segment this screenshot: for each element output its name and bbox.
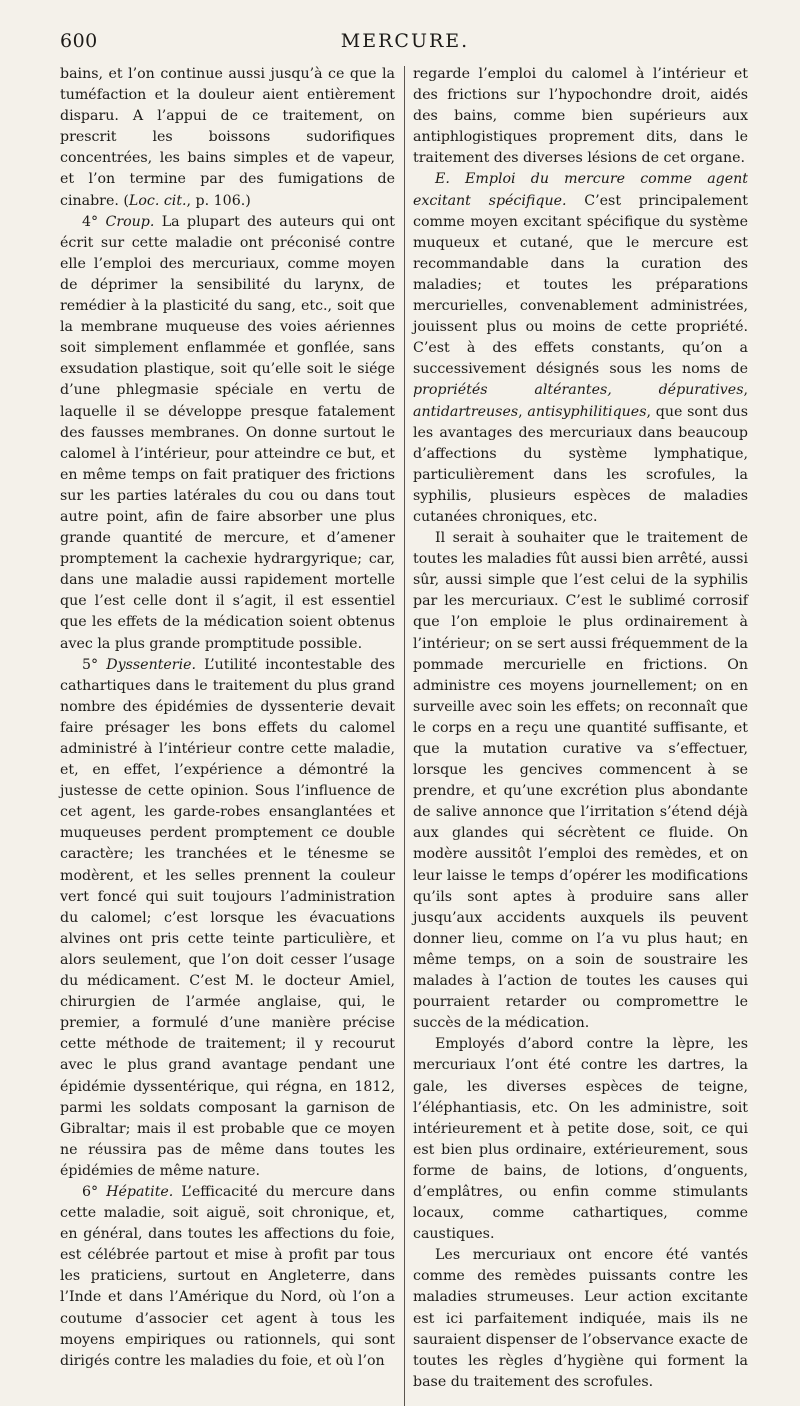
text-run: , que sont dus les avantages des mercuriaux dans beaucoup d’affections du système lymphatique, particulièrement dans les scrofules, la syphilis, plusieurs espèces de maladies cutanées chroniques, etc. — [413, 403, 748, 525]
italic-run: antisyphilitiques — [527, 403, 647, 420]
text-run: L’efficacité du mercure dans cette maladie, soit aiguë, soit chronique, et, en général, dans toutes les affections du foie, est célébrée partout et mise à profit par tous les praticiens, surtout en Angleterre, dans l’Inde et dans l’Amérique du Nord, où l’on a coutume d’associer cet agent à tous les moyens empiriques ou rationnels, qui sont dirigés contre les maladies du foie, et où l’on — [60, 1183, 395, 1369]
text-run: , — [518, 403, 528, 420]
paragraph — [413, 1034, 748, 1245]
paragraph — [413, 64, 748, 169]
text-run: Les mercuriaux ont encore été vantés comme des remèdes puissants contre les maladies strumeuses. Leur action excitante est ici parfaitement indiquée, mais ils ne sauraient dispenser de l’observance exacte de toutes les règles d’hygiène qui forment la base du traitement des scrofules. — [413, 1247, 748, 1390]
paragraph — [60, 64, 395, 212]
text-run: , — [743, 382, 748, 399]
text-run: L’utilité incontestable des cathartiques dans le traitement du plus grand nombre des épidémies de dyssenterie devait faire présager les bons effets du calomel administré à l’intérieur contre cette maladie, et, en effet, l’expérience a démontré la justesse de cette opinion. Sous l’influence de cet agent, les garde-robes ensanglantées et muqueuses perdent promptement ce double caractère; les tranchées et le ténesme se modèrent, et les selles prennent la couleur vert foncé qui suit toujours l’administration du calomel; c’est lorsque les évacuations alvines ont pris cette teinte particulière, et alors seulement, que l’on doit cesser l’usage du médicament. C’est M. le docteur Amiel, chirurgien de l’armée anglaise, qui, le premier, a formulé d’une manière précise cette méthode de traitement; il y recourut avec le plus grand avantage pendant une épidémie dyssentérique, qui régna, en 1812, parmi les soldats composant la garnison de Gibraltar; mais il est probable que ce moyen ne réussira pas de même dans toutes les épidémies de même nature. — [60, 656, 395, 1179]
text-run: , p. 106.) — [186, 192, 251, 209]
page-number: 600 — [60, 30, 98, 52]
paragraph — [60, 212, 395, 655]
italic-run: Croup. — [105, 213, 155, 230]
text-run: La plupart des auteurs qui ont écrit sur cette maladie ont préconisé contre elle l’emploi des mercuriaux, comme moyen de déprimer la sensibilité du larynx, de remédier à la plasticité du sang, etc., soit que la membrane muqueuse des voies aériennes soit simplement enflammée et gonflée, sans exsudation plastique, soit qu’elle soit le siége d’une phlegmasie spéciale en vertu de laquelle il se développe presque fatalement des fausses membranes. On donne surtout le calomel à l’intérieur, pour atteindre ce but, et en même temps on fait pratiquer des frictions sur les parties latérales du cou ou dans tout autre point, afin de faire absorber une plus grande quantité de mercure, et d’amener promptement la cachexie hydrargyrique; car, dans une maladie aussi rapidement mortelle que l’est celle dont il s’agit, il est essentiel que les effets de la médication soient obtenus avec la plus grande promptitude possible. — [60, 213, 395, 652]
text-run: C’est principalement comme moyen excitant spécifique du système muqueux et cutané, que le mercure est recommandable dans la curation des maladies; et toutes les préparations mercurielles, convenablement administrées, jouissent plus ou moins de cette propriété. C’est à des effets constants, qu’on a successivement désignés sous les noms de — [413, 192, 748, 378]
text-run: Il serait à souhaiter que le traitement de toutes les maladies fût aussi bien arrêté, aussi sûr, aussi simple que l’est celui de la syphilis par les mercuriaux. C’est le sublimé corrosif que l’on emploie le plus ordinairement à l’intérieur; on se sert aussi fréquemment de la pommade mercurielle en frictions. On administre ces moyens journellement; on en surveille avec soin les effets; on reconnaît que le corps en a reçu une quantité suffisante, et que la mutation curative va s’effectuer, lorsque les gencives commencent à se prendre, et qu’une excrétion plus abondante de salive annonce que l’irritation s’étend déjà aux glandes qui sécrètent ce fluide. On modère aussitôt l’emploi des remèdes, et on leur laisse le temps d’opérer les modifications qu’ils sont aptes à produire sans aller jusqu’aux accidents auxquels ils peuvent donner lieu, comme on l’a vu plus haut; en même temps, on a soin de soustraire les malades à l’action de toutes les causes qui pourraient retarder ou compromettre le succès de la médication. — [413, 530, 748, 1032]
page-header — [60, 30, 750, 60]
italic-run: E. Emploi du mercure comme agent excitant spécifique. — [413, 171, 748, 209]
text-run: 6° — [82, 1183, 107, 1200]
column-divider — [404, 66, 405, 1406]
paragraph — [413, 528, 748, 1034]
text-run: Employés d’abord contre la lèpre, les mercuriaux l’ont été contre les dartres, la gale, les diverses espèces de teigne, l’éléphantiasis, etc. On les administre, soit intérieurement et à petite dose, soit, ce qui est bien plus ordinaire, extérieurement, sous forme de bains, de lotions, d’onguents, d’emplâtres, ou enfin comme stimulants locaux, comme cathartiques, comme caustiques. — [413, 1036, 748, 1243]
text-run: bains, et l’on continue aussi jusqu’à ce que la tuméfaction et la douleur aient entièrement disparu. A l’appui de ce traitement, on prescrit les boissons sudorifiques concentrées, les bains simples et de vapeur, et l’on termine par des fumigations de cinabre. ( — [60, 66, 395, 209]
text-run: 4° — [82, 213, 106, 230]
paragraph — [60, 655, 395, 1182]
text-run: regarde l’emploi du calomel à l’intérieur et des frictions sur l’hypochondre droit, aidés des bains, comme bien supérieurs aux antiphlogistiques proprement dits, dans le traitement des diverses lésions de cet organe. — [413, 66, 748, 167]
running-head: MERCURE. — [340, 30, 470, 52]
text-run: 5° — [82, 656, 107, 673]
right-column — [413, 64, 748, 1393]
paragraph — [413, 169, 748, 528]
italic-run: Loc. cit. — [128, 192, 187, 209]
left-column — [60, 64, 395, 1372]
italic-run: Hépatite. — [106, 1183, 174, 1200]
italic-run: Dyssenterie. — [106, 656, 197, 673]
italic-run: antidartreuses — [413, 403, 519, 420]
paragraph — [60, 1182, 395, 1372]
paragraph — [413, 1245, 748, 1393]
italic-run: propriétés altérantes, dépuratives — [413, 382, 744, 399]
